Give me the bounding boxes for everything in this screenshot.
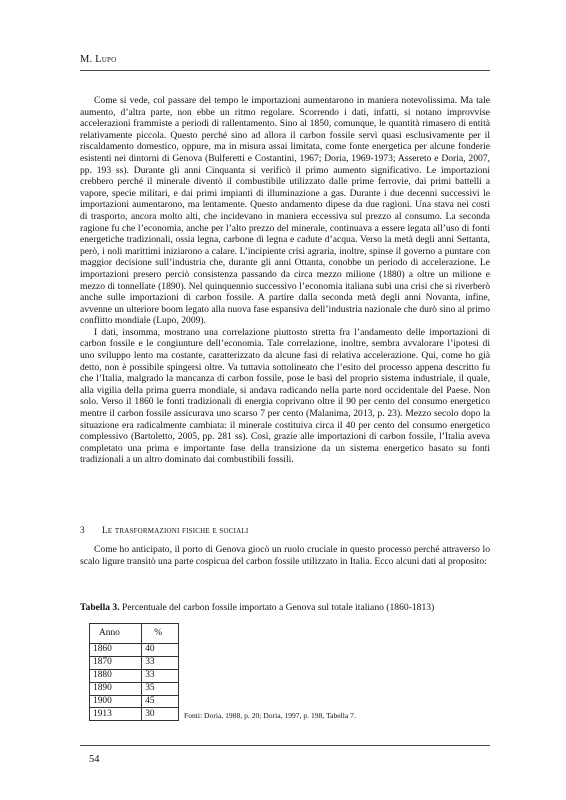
section-heading	[80, 526, 490, 536]
table-cell: 40	[142, 644, 179, 657]
table-cell: 1900	[90, 695, 142, 708]
table-cell: 1860	[90, 644, 142, 657]
table-header-row	[90, 624, 179, 644]
paragraph: Come ho anticipato, il porto di Genova giocò un ruolo cruciale in questo processo perché attraverso lo scalo ligure transitò una parte cospicua del carbon fossile utilizzato in Italia. Ecco alcuni dati al proposito:	[80, 544, 490, 567]
table-sources: Fonti: Doria, 1988, p. 20; Doria, 1997, p. 198, Tabella 7.	[184, 711, 356, 720]
paragraph: I dati, insomma, mostrano una correlazione piuttosto stretta fra l’andamento delle importazioni di carbon fossile e le congiunture dell’economia. Tale correlazione, inoltre, sembra avvalorare l’ipotesi di uno sviluppo lento ma costante, caratterizzato da alcune fasi di relativa accelerazione. Qui, come ho già detto, non è possibile spingersi oltre. Va tuttavia sottolineato che l’esito del processo appena descritto fu che l’Italia, malgrado la mancanza di carbon fossile, pose le basi del proprio sistema industriale, il quale, alla vigilia della prima guerra mondiale, si andava radicando nella parte nord occidentale del Paese. Non solo. Verso il 1860 le fonti tradizionali di energia coprivano oltre il 90 per cento del consumo energetico mentre il carbon fossile assicurava uno scarso 7 per cento (Malanima, 2013, p. 23). Mezzo secolo dopo la situazione era radicalmente cambiata: il minerale costituiva circa il 40 per cento del consumo energetico complessivo (Bartoletto, 2005, pp. 281 ss). Così, grazie alle importazioni di carbon fossile, l’Italia aveva completato una prima e importante fase della transizione da un sistema energetico basato su fonti tradizionali a un altro dominato dai combustibili fossili.	[80, 326, 490, 466]
data-table	[89, 623, 179, 721]
table-cell: 1913	[90, 708, 142, 721]
table-cell: 1880	[90, 669, 142, 682]
table-row	[90, 656, 179, 669]
table-row	[90, 682, 179, 695]
header-rule	[80, 70, 490, 71]
section-title: Le trasformazioni fisiche e sociali	[102, 526, 249, 536]
table-row	[90, 669, 179, 682]
page-number: 54	[89, 754, 100, 765]
running-head: M. Lupo	[80, 54, 117, 65]
table-cell: 1870	[90, 656, 142, 669]
table-row	[90, 708, 179, 721]
table-caption-text: Percentuale del carbon fossile importato a Genova sul totale italiano (1860-1813)	[119, 602, 435, 613]
column-header: Anno	[90, 624, 142, 644]
table-cell: 1890	[90, 682, 142, 695]
table-caption	[80, 602, 500, 614]
table-label: Tabella 3.	[80, 602, 120, 613]
table-cell: 35	[142, 682, 179, 695]
table-row	[90, 644, 179, 657]
paragraph: Come si vede, col passare del tempo le importazioni aumentarono in maniera notevolissima. Ma tale aumento, d’altra parte, non ebbe un ritmo regolare. Scorrendo i dati, infatti, si notano improvvise accelerazioni frammiste a periodi di rallentamento. Sino al 1850, comunque, le quantità rimasero di entità relativamente piccola. Questo perché sino ad allora il carbon fossile servì quasi esclusivamente per il riscaldamento domestico, oppure, ma in misura assai limitata, come fonte energetica per alcune fonderie esistenti nei dintorni di Genova (Bulferetti e Costantini, 1967; Doria, 1969-1973; Assereto e Doria, 2007, pp. 193 ss). Durante gli anni Cinquanta si verificò il primo aumento significativo. Le importazioni crebbero perché il minerale diventò il combustibile utilizzato dalle prime ferrovie, dai primi battelli a vapore, specie militari, e dai primi impianti di illuminazione a gas. Durante i due decenni successivi le importazioni aumentarono, ma lentamente. Questo andamento dipese da due ragioni. Una stava nei costi di trasporto, ancora molto alti, che incidevano in maniera eccessiva sul prezzo al consumo. La seconda ragione fu che l’economia, anche per l’alto prezzo del minerale, continuava a essere legata all’uso di fonti energetiche tradizionali, ossia legna, carbone di legna e cadute d’acqua. Verso la metà degli anni Settanta, però, i noli marittimi iniziarono a calare. L’incipiente crisi agraria, inoltre, spinse il governo a puntare con maggior decisione sull’industria che, durante gli anni Ottanta, conobbe un periodo di accelerazione. Le importazioni presero perciò consistenza passando da circa mezzo milione (1880) a oltre un milione e mezzo di tonnellate (1890). Nel quinquennio successivo l’economia italiana subì una crisi che si riverberò anche sulle importazioni di carbon fossile. A partire dalla seconda metà degli anni Novanta, infine, avvenne un ulteriore boom legato alla nuova fase espansiva dell’industria nazionale che durò sino al primo conflitto mondiale (Lupo, 2009).	[80, 95, 490, 327]
section-text	[80, 544, 490, 567]
table-row	[90, 695, 179, 708]
footer-rule	[80, 745, 490, 746]
table-cell: 45	[142, 695, 179, 708]
table-cell: 33	[142, 669, 179, 682]
table-cell: 30	[142, 708, 179, 721]
section-number: 3	[80, 526, 85, 536]
column-header: %	[142, 624, 179, 644]
body-text	[80, 95, 490, 466]
table-cell: 33	[142, 656, 179, 669]
